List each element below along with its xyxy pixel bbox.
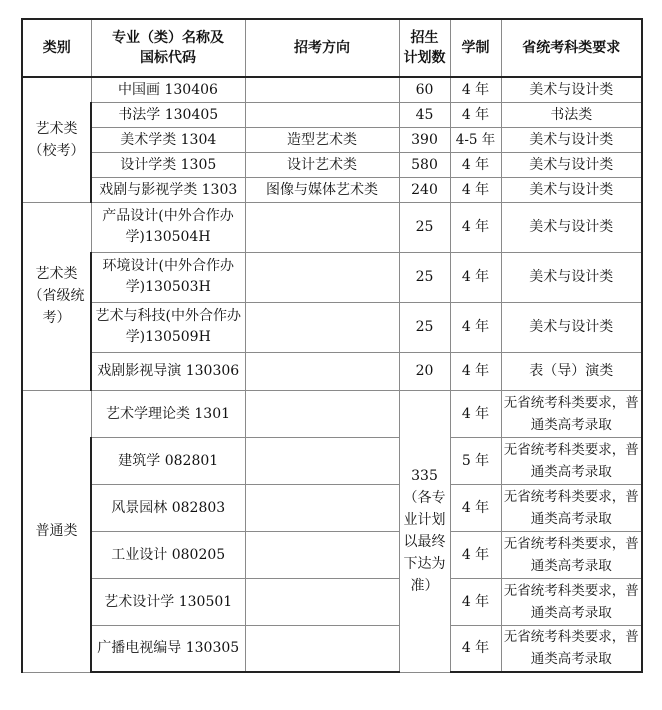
header-major-line1: 专业（类）名称及	[112, 30, 224, 46]
major-cell: 环境设计(中外合作办学)130503H	[91, 252, 245, 302]
table-row	[22, 127, 642, 152]
major-cell: 设计学类 1305	[91, 152, 245, 177]
duration-cell: 4 年	[450, 352, 501, 390]
requirement-cell: 无省统考科类要求，普通类高考录取	[501, 390, 642, 437]
duration-cell: 4 年	[450, 531, 501, 578]
direction-cell	[245, 625, 399, 672]
category-art-school-exam: 艺术类（校考）	[22, 77, 91, 202]
duration-cell: 4-5 年	[450, 127, 501, 152]
direction-cell: 造型艺术类	[245, 127, 399, 152]
major-cell: 书法学 130405	[91, 102, 245, 127]
major-cell: 产品设计(中外合作办学)130504H	[91, 202, 245, 252]
table-row	[22, 302, 642, 352]
duration-cell: 4 年	[450, 302, 501, 352]
header-duration: 学制	[450, 19, 501, 77]
direction-cell	[245, 302, 399, 352]
duration-cell: 4 年	[450, 625, 501, 672]
admissions-table	[21, 18, 643, 673]
plan-cell: 20	[399, 352, 450, 390]
major-cell: 中国画 130406	[91, 77, 245, 102]
plan-cell: 25	[399, 252, 450, 302]
requirement-cell: 美术与设计类	[501, 302, 642, 352]
table-row	[22, 437, 642, 484]
header-plan-line1: 招生	[410, 30, 439, 46]
header-major	[91, 19, 245, 77]
duration-cell: 4 年	[450, 102, 501, 127]
requirement-cell: 美术与设计类	[501, 202, 642, 252]
table-row	[22, 102, 642, 127]
table-row	[22, 152, 642, 177]
duration-cell: 4 年	[450, 252, 501, 302]
table-row	[22, 531, 642, 578]
header-row	[22, 19, 642, 77]
plan-cell: 240	[399, 177, 450, 202]
direction-cell	[245, 252, 399, 302]
requirement-cell: 无省统考科类要求，普通类高考录取	[501, 437, 642, 484]
direction-cell	[245, 77, 399, 102]
plan-cell: 60	[399, 77, 450, 102]
plan-cell: 580	[399, 152, 450, 177]
major-cell: 美术学类 1304	[91, 127, 245, 152]
header-direction: 招考方向	[245, 19, 399, 77]
requirement-cell: 无省统考科类要求，普通类高考录取	[501, 531, 642, 578]
direction-cell: 图像与媒体艺术类	[245, 177, 399, 202]
duration-cell: 4 年	[450, 77, 501, 102]
major-cell: 工业设计 080205	[91, 531, 245, 578]
plan-cell: 25	[399, 202, 450, 252]
direction-cell	[245, 390, 399, 437]
header-major-line2: 国标代码	[140, 50, 196, 66]
table-row	[22, 390, 642, 437]
direction-cell	[245, 484, 399, 531]
major-cell: 艺术学理论类 1301	[91, 390, 245, 437]
direction-cell	[245, 531, 399, 578]
shared-plan-cell: 335（各专业计划以最终下达为准）	[399, 390, 450, 672]
requirement-cell: 无省统考科类要求，普通类高考录取	[501, 484, 642, 531]
duration-cell: 4 年	[450, 484, 501, 531]
header-plan	[399, 19, 450, 77]
direction-cell	[245, 202, 399, 252]
table-row	[22, 625, 642, 672]
major-cell: 艺术与科技(中外合作办学)130509H	[91, 302, 245, 352]
table-row	[22, 484, 642, 531]
table-row	[22, 252, 642, 302]
table-row	[22, 352, 642, 390]
direction-cell	[245, 352, 399, 390]
duration-cell: 4 年	[450, 202, 501, 252]
requirement-cell: 美术与设计类	[501, 252, 642, 302]
requirement-cell: 美术与设计类	[501, 77, 642, 102]
major-cell: 戏剧影视导演 130306	[91, 352, 245, 390]
major-cell: 风景园林 082803	[91, 484, 245, 531]
duration-cell: 4 年	[450, 578, 501, 625]
requirement-cell: 美术与设计类	[501, 152, 642, 177]
plan-cell: 45	[399, 102, 450, 127]
category-art-provincial-exam: 艺术类（省级统考）	[22, 202, 91, 390]
duration-cell: 4 年	[450, 177, 501, 202]
duration-cell: 5 年	[450, 437, 501, 484]
requirement-cell: 无省统考科类要求，普通类高考录取	[501, 578, 642, 625]
direction-cell	[245, 437, 399, 484]
direction-cell	[245, 102, 399, 127]
requirement-cell: 美术与设计类	[501, 177, 642, 202]
major-cell: 戏剧与影视学类 1303	[91, 177, 245, 202]
requirement-cell: 无省统考科类要求，普通类高考录取	[501, 625, 642, 672]
header-category: 类别	[22, 19, 91, 77]
duration-cell: 4 年	[450, 152, 501, 177]
table-row	[22, 578, 642, 625]
major-cell: 广播电视编导 130305	[91, 625, 245, 672]
requirement-cell: 书法类	[501, 102, 642, 127]
category-general: 普通类	[22, 390, 91, 672]
duration-cell: 4 年	[450, 390, 501, 437]
table-row	[22, 77, 642, 102]
direction-cell: 设计艺术类	[245, 152, 399, 177]
requirement-cell: 表（导）演类	[501, 352, 642, 390]
table-row	[22, 177, 642, 202]
table-row	[22, 202, 642, 252]
header-plan-line2: 计划数	[403, 50, 446, 66]
header-requirement: 省统考科类要求	[501, 19, 642, 77]
major-cell: 艺术设计学 130501	[91, 578, 245, 625]
plan-cell: 390	[399, 127, 450, 152]
direction-cell	[245, 578, 399, 625]
requirement-cell: 美术与设计类	[501, 127, 642, 152]
major-cell: 建筑学 082801	[91, 437, 245, 484]
plan-cell: 25	[399, 302, 450, 352]
